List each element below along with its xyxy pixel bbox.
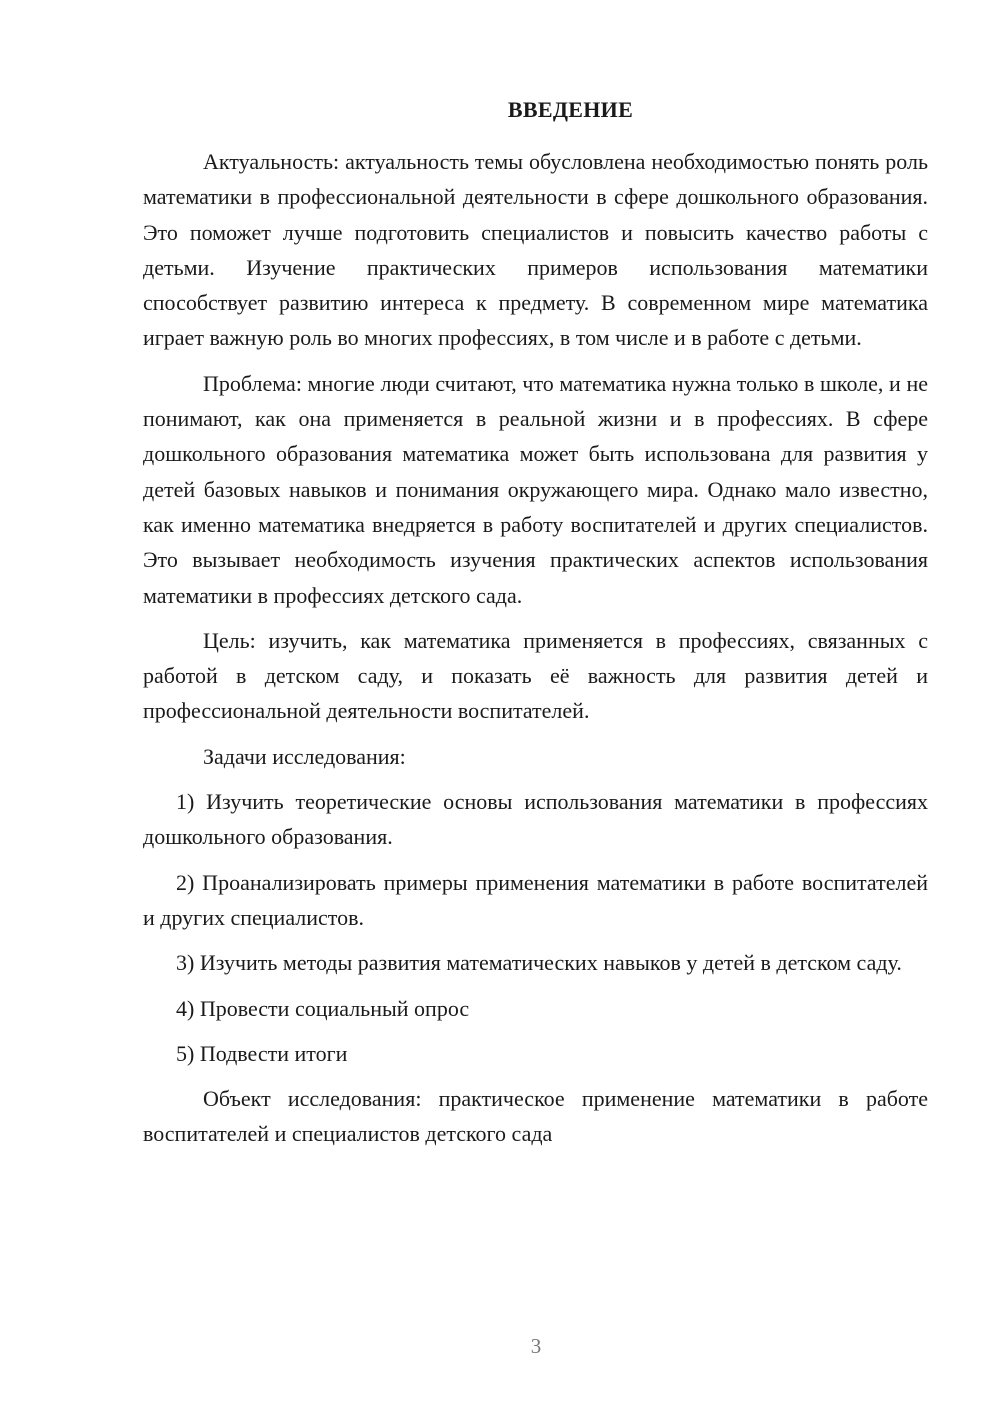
list-item: 5) Подвести итоги bbox=[176, 1040, 348, 1066]
list-item: 3) Изучить методы развития математических навыков у детей в детском саду. bbox=[176, 950, 902, 976]
page-title: ВВЕДЕНИЕ bbox=[507, 97, 634, 122]
list-item: 1) Изучить теоретические основы использования математики в профессиях дошкольного образования. bbox=[143, 789, 928, 850]
tasks-list bbox=[143, 784, 928, 1071]
tasks-heading: Задачи исследования: bbox=[203, 743, 406, 769]
relevance-paragraph: Актуальность: актуальность темы обусловлена необходимостью понять роль математики в профессиональной деятельности в сфере дошкольного образования. Это поможет лучше подготовить специалистов и повысить качество работы с детьми. Изучение практических примеров использования математики способствует развитию интереса к предмету. В современном мире математика играет важную роль во многих профессиях, в том числе и в работе с детьми. bbox=[143, 149, 928, 351]
list-item: 2) Проанализировать примеры применения математики в работе воспитателей и других специалистов. bbox=[143, 869, 928, 930]
page-number: 3 bbox=[530, 1334, 542, 1358]
goal-paragraph: Цель: изучить, как математика применяется в профессиях, связанных с работой в детском саду, и показать её важность для развития детей и профессиональной деятельности воспитателей. bbox=[143, 627, 928, 724]
problem-paragraph: Проблема: многие люди считают, что математика нужна только в школе, и не понимают, как она применяется в реальной жизни и в профессиях. В сфере дошкольного образования математика может быть использована для развития у детей базовых навыков и понимания окружающего мира. Однако мало известно, как именно математика внедряется в работу воспитателей и других специалистов. Это вызывает необходимость изучения практических аспектов использования математики в профессиях детского сада. bbox=[143, 370, 928, 608]
list-item: 4) Провести социальный опрос bbox=[176, 995, 470, 1021]
document-body bbox=[143, 94, 928, 1162]
object-paragraph: Объект исследования: практическое применение математики в работе воспитателей и специалистов детского сада bbox=[143, 1086, 928, 1147]
